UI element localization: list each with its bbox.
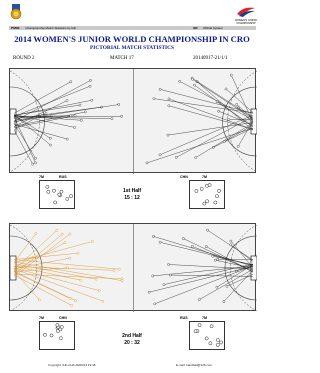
shot-marker <box>49 137 51 139</box>
shot-marker <box>74 299 76 301</box>
goal-dot <box>194 330 197 333</box>
court-diagram-second-half <box>10 224 257 312</box>
shot-line <box>14 243 65 271</box>
shot-marker <box>236 103 238 105</box>
croatia-championship-logo <box>235 4 257 18</box>
shot-marker <box>70 115 72 117</box>
shot-line <box>14 241 92 262</box>
shot-marker <box>230 74 232 76</box>
shot-marker <box>89 85 91 87</box>
shot-line <box>231 245 253 262</box>
shot-marker <box>64 242 66 244</box>
shot-marker <box>102 300 104 302</box>
goal-dot <box>216 343 219 346</box>
goal-dot <box>214 201 217 204</box>
shot-marker <box>230 244 232 246</box>
shot-marker <box>80 119 82 121</box>
shot-marker <box>73 126 75 128</box>
header-text-left: Championship Match Statistics by IHF <box>25 26 77 30</box>
team-name-right: RUS <box>180 316 188 320</box>
shot-marker <box>66 138 68 140</box>
shot-line <box>14 266 81 280</box>
half-label-second <box>100 333 164 347</box>
shot-marker <box>146 162 148 164</box>
shot-marker <box>217 258 219 260</box>
shot-marker <box>152 275 154 277</box>
goal-dot <box>205 337 208 340</box>
footer-email: E-mail: handball@126.com <box>176 363 213 367</box>
shot-line <box>180 81 253 119</box>
goal-dot <box>69 195 72 198</box>
shot-marker <box>34 157 36 159</box>
half-title-second: 2nd Half <box>122 333 142 339</box>
shot-marker <box>69 233 71 235</box>
shot-marker <box>118 103 120 105</box>
page-title: 2014 WOMEN'S JUNIOR WORLD CHAMPIONSHIP IN CRO <box>14 34 250 44</box>
shot-line <box>14 268 99 291</box>
shot-line <box>14 271 75 300</box>
half-score-second: 20 : 32 <box>124 340 140 346</box>
shot-marker <box>148 291 150 293</box>
shot-line <box>14 115 50 145</box>
shot-marker <box>152 235 154 237</box>
ihf-medal-icon <box>9 4 23 20</box>
match-code: 20140917-21/1/1 <box>193 56 228 61</box>
goal-dot <box>60 190 63 193</box>
goal-dot <box>203 202 206 205</box>
shot-line <box>231 241 253 268</box>
goal-dot <box>46 185 49 188</box>
shot-marker <box>154 303 156 305</box>
shot-line <box>224 125 253 142</box>
footer-copyright: Copyright: IHF-CHA 29/09/14 19:48 <box>48 363 96 367</box>
shot-marker <box>56 229 58 231</box>
goal-dot <box>198 323 201 326</box>
shot-line <box>199 269 253 299</box>
shot-marker <box>205 245 207 247</box>
shot-marker <box>121 115 123 117</box>
court-diagram-first-half <box>10 69 257 174</box>
shot-marker <box>80 279 82 281</box>
page-subtitle: PICTORIAL MATCH STATISTICS <box>89 45 175 51</box>
shot-marker <box>69 297 71 299</box>
goal-dot <box>54 201 57 204</box>
half-label-first <box>100 188 164 202</box>
court-second-half <box>9 223 256 311</box>
shot-marker <box>193 84 195 86</box>
goal-dot <box>195 189 198 192</box>
court-first-half <box>9 68 256 173</box>
shot-marker <box>91 240 93 242</box>
shot-marker <box>66 99 68 101</box>
logo-caption: WOMEN'S JUNIOR CHAMPIONSHIP <box>234 19 257 25</box>
shot-marker <box>206 229 208 231</box>
shot-marker <box>192 78 194 80</box>
half-title-first: 1st Half <box>122 188 142 194</box>
shot-line <box>14 130 33 164</box>
shot-marker <box>159 88 161 90</box>
team-7m-left: 7M <box>39 175 44 179</box>
round-label: ROUND 2 <box>13 56 35 61</box>
goal-dot <box>208 183 211 186</box>
header-text-right: Official System <box>203 26 223 30</box>
shot-marker <box>212 255 214 257</box>
shot-marker <box>191 245 193 247</box>
goal-dot <box>47 190 50 193</box>
shot-marker <box>70 81 72 83</box>
goal-dot <box>209 342 212 345</box>
goal-dot <box>215 195 218 198</box>
shot-line <box>155 266 253 304</box>
shot-line <box>149 266 253 292</box>
match-label: MATCH 17 <box>110 56 134 61</box>
shot-marker <box>79 104 81 106</box>
team-name-left: RUS <box>59 175 67 179</box>
header-bar <box>9 26 256 30</box>
goal-dot <box>217 189 220 192</box>
shot-marker <box>69 257 71 259</box>
shot-marker <box>237 145 239 147</box>
shot-marker <box>118 268 120 270</box>
shot-marker <box>98 289 100 291</box>
team-name-right: CHN <box>180 175 188 179</box>
goal-dot <box>56 323 59 326</box>
shot-marker <box>217 110 219 112</box>
goal-dot <box>50 334 53 337</box>
shot-marker <box>226 285 228 287</box>
shot-marker <box>198 298 200 300</box>
team-7m-left: 7M <box>39 316 44 320</box>
goal-dot <box>206 200 209 203</box>
goal-dot <box>59 337 62 340</box>
shot-line <box>164 264 253 285</box>
shot-marker <box>159 241 161 243</box>
shot-marker <box>111 118 113 120</box>
shot-line <box>169 99 253 130</box>
shot-marker <box>163 284 165 286</box>
shot-marker <box>32 163 34 165</box>
header-bold-right: IHF <box>193 26 198 30</box>
goal-dot <box>60 325 63 328</box>
shot-line <box>14 274 122 279</box>
shot-marker <box>35 232 37 234</box>
shot-marker <box>225 88 227 90</box>
shot-marker <box>95 278 97 280</box>
shot-line <box>147 128 253 163</box>
shot-marker <box>167 263 169 265</box>
shot-line <box>215 260 253 268</box>
shot-marker <box>168 98 170 100</box>
shot-marker <box>167 134 169 136</box>
shot-marker <box>223 301 225 303</box>
shot-marker <box>121 280 123 282</box>
shot-marker <box>182 237 184 239</box>
shot-marker <box>89 79 91 81</box>
shot-line <box>176 117 253 158</box>
shot-marker <box>168 105 170 107</box>
shot-line <box>170 275 253 276</box>
shot-marker <box>61 233 63 235</box>
half-score-first: 15 : 12 <box>124 195 140 201</box>
shot-marker <box>230 240 232 242</box>
shot-marker <box>77 252 79 254</box>
shot-marker <box>179 80 181 82</box>
shot-marker <box>66 267 68 269</box>
shot-marker <box>34 162 36 164</box>
goal-dot <box>58 193 61 196</box>
goal-dot <box>200 187 203 190</box>
goal-dot <box>219 341 222 344</box>
team-name-left: CHN <box>59 316 67 320</box>
shot-marker <box>214 259 216 261</box>
shot-marker <box>38 299 40 301</box>
shot-marker <box>195 157 197 159</box>
header-bold-left: PSMS <box>11 26 20 30</box>
shot-marker <box>113 269 115 271</box>
shot-marker <box>169 274 171 276</box>
team-7m-right: 7M <box>202 175 207 179</box>
shot-marker <box>228 118 230 120</box>
goal-dot <box>216 338 219 341</box>
shot-line <box>219 111 253 125</box>
shot-marker <box>70 304 72 306</box>
shot-marker <box>223 140 225 142</box>
shot-marker <box>175 156 177 158</box>
goal-dot <box>66 197 69 200</box>
shot-line <box>231 75 253 122</box>
shot-marker <box>159 154 161 156</box>
shot-marker <box>216 286 218 288</box>
goal-dot <box>43 333 46 336</box>
shot-marker <box>91 99 93 101</box>
team-7m-right: 7M <box>202 316 207 320</box>
shot-marker <box>84 111 86 113</box>
shot-marker <box>153 98 155 100</box>
shot-line <box>192 78 253 117</box>
shot-line <box>14 269 103 301</box>
goal-dot <box>210 325 213 328</box>
shot-marker <box>49 144 51 146</box>
shot-marker <box>74 114 76 116</box>
goal-dot <box>52 189 55 192</box>
